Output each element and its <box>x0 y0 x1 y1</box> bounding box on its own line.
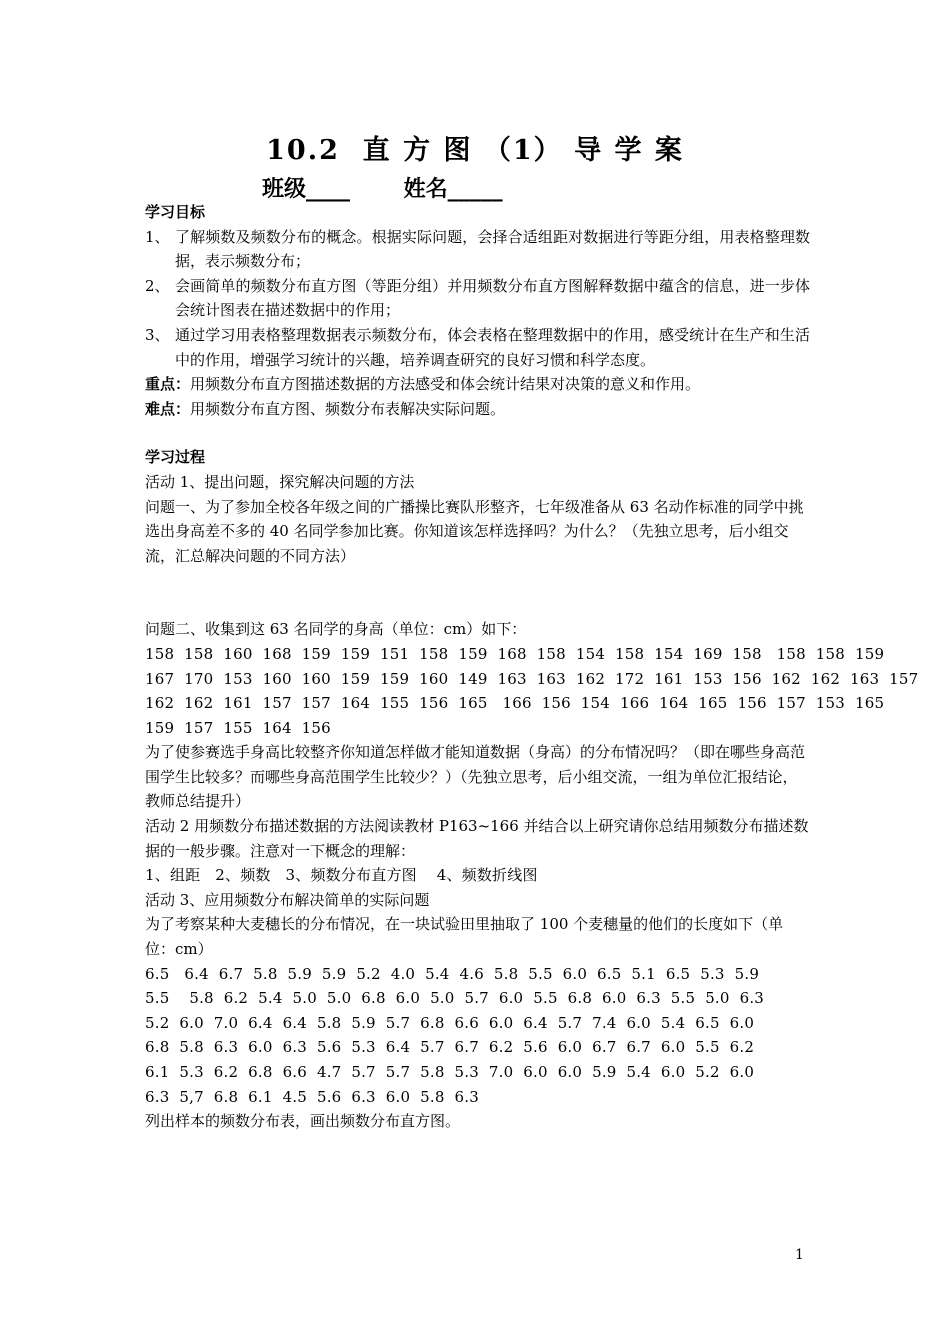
key-point <box>145 372 810 397</box>
goal-number: 1、 <box>145 227 170 246</box>
task-text: 列出样本的频数分布表，画出频数分布直方图。 <box>145 1112 461 1131</box>
document-body <box>145 200 919 1134</box>
goal-text: 通过学习用表格整理数据表示频数分布，体会表格在整理数据中的作用，感受统计在生产和生活中的作用，增强学习统计的兴趣，培养调查研究的良好习惯和科学态度。 <box>175 325 810 369</box>
difficult-point-text: 用频数分布直方图、频数分布表解决实际问题。 <box>190 399 506 418</box>
question-2-intro: 问题二、收集到这 63 名同学的身高（单位：cm）如下： <box>145 620 527 639</box>
goals-heading: 学习目标 <box>145 203 206 221</box>
wheat-data-row: 6.8 5.8 6.3 6.0 6.3 5.6 5.3 6.4 5.7 6.7 6.2 5.6 6.0 6.7 6.7 6.0 5.5 6.2 <box>145 1038 755 1057</box>
wheat-intro: 为了考察某种大麦穗长的分布情况，在一块试验田里抽取了 100 个麦穗量的他们的长度如下（单位：cm） <box>145 915 784 959</box>
difficult-point-label: 难点： <box>145 399 191 418</box>
activity-2: 活动 2 用频数分布描述数据的方法阅读教材 P163~166 并结合以上研究请你总结用频数分布描述数据的一般步骤。注意对一下概念的理解： <box>145 817 809 860</box>
activity-3: 活动 3、应用频数分布解决简单的实际问题 <box>145 890 430 909</box>
height-data-row: 167 170 153 160 160 159 159 160 149 163 163 162 172 161 153 156 162 162 163 157 <box>145 669 919 688</box>
difficult-point <box>145 397 810 422</box>
process-heading: 学习过程 <box>145 448 206 467</box>
goal-item <box>145 274 810 323</box>
goal-text: 了解频数及频数分布的概念。根据实际问题，会择合适组距对数据进行等距分组，用表格整理数据，表示频数分布； <box>175 227 810 271</box>
key-point-label: 重点： <box>145 375 191 394</box>
height-data-row: 162 162 161 157 157 164 155 156 165 166 156 154 166 164 165 156 157 153 165 <box>145 694 885 713</box>
height-data-row: 158 158 160 168 159 159 151 158 159 168 158 154 158 154 169 158 158 158 159 <box>145 644 885 663</box>
goal-item <box>145 225 810 274</box>
concept-list: 1、组距 2、频数 3、频数分布直方图 4、频数折线图 <box>145 866 538 885</box>
activity-1: 活动 1、提出问题，探究解决问题的方法 <box>145 472 415 491</box>
goal-item <box>145 323 810 372</box>
goal-text: 会画简单的频数分布直方图（等距分组）并用频数分布直方图解释数据中蕴含的信息，进一步体会统计图表在描述数据中的作用； <box>175 276 810 320</box>
question-1: 问题一、为了参加全校各年级之间的广播操比赛队形整齐，七年级准备从 63 名动作标准的同学中挑选出身高差不多的 40 名同学参加比赛。你知道该怎样选择吗？为什么？（先独立思考，后小组交流，汇总解决问题的不同方法） <box>145 497 804 565</box>
page-title: 10.2 直 方 图 （1） 导 学 案 <box>266 135 684 166</box>
goal-number: 2、 <box>145 276 170 295</box>
wheat-data-row: 6.5 6.4 6.7 5.8 5.9 5.9 5.2 4.0 5.4 4.6 5.8 5.5 6.0 6.5 5.1 6.5 5.3 5.9 <box>145 964 760 983</box>
key-point-text: 用频数分布直方图描述数据的方法感受和体会统计结果对决策的意义和作用。 <box>190 375 701 394</box>
goal-number: 3、 <box>145 325 170 344</box>
question-2-text: 为了使参赛选手身高比较整齐你知道怎样做才能知道数据（身高）的分布情况吗？（即在哪些身高范围学生比较多？而哪些身高范围学生比较少？）（先独立思考，后小组交流，一组为单位汇报结论，教师总结提升） <box>145 743 806 811</box>
height-data-row: 159 157 155 164 156 <box>145 718 331 737</box>
wheat-data-row: 6.3 5,7 6.8 6.1 4.5 5.6 6.3 6.0 5.8 6.3 <box>145 1087 479 1106</box>
wheat-data-row: 5.2 6.0 7.0 6.4 6.4 5.8 5.9 5.7 6.8 6.6 6.0 6.4 5.7 7.4 6.0 5.4 6.5 6.0 <box>145 1013 755 1032</box>
class-name-fields: 班级____ 姓名_____ <box>262 176 503 202</box>
wheat-data-row: 5.5 5.8 6.2 5.4 5.0 5.0 6.8 6.0 5.0 5.7 6.0 5.5 6.8 6.0 6.3 5.5 5.0 6.3 <box>145 989 765 1008</box>
wheat-data-row: 6.1 5.3 6.2 6.8 6.6 4.7 5.7 5.7 5.8 5.3 7.0 6.0 6.0 5.9 5.4 6.0 5.2 6.0 <box>145 1063 755 1081</box>
page-number: 1 <box>795 1247 804 1263</box>
